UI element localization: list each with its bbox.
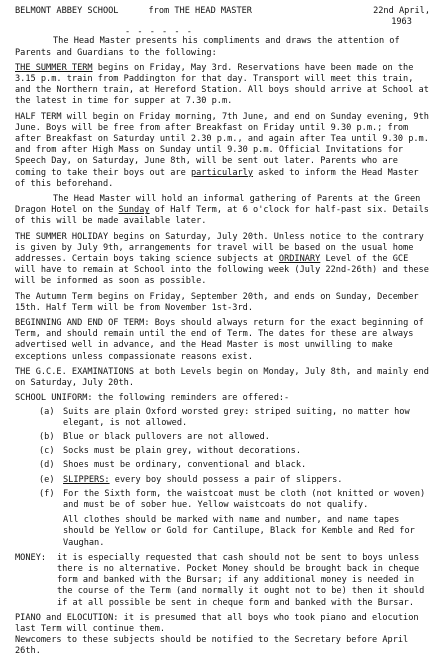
list-item-key: (b) — [39, 431, 55, 442]
informal-emphasis: Sunday — [118, 205, 150, 216]
newcomers-paragraph: Newcomers to these subjects should be notified to the Secretary before April 26th. — [15, 635, 409, 657]
list-item-text: Shoes must be ordinary, conventional and black. — [63, 460, 307, 471]
half-term-emphasis: particularly — [190, 167, 254, 178]
list-item — [15, 446, 430, 457]
uniform-heading: SCHOOL UNIFORM: the following reminders are offered:- — [15, 393, 290, 404]
list-item-key: (e) — [39, 474, 55, 485]
half-term-text: will begin on Friday morning, 7th June, and end on Sunday evening, 9th June. Boys will be free from after Breakfast on Friday until 9.30 p.m.; from after Breakfast on Saturday until 2.30 p.m., and again after Tea until 9.30 p.m. and from after High Mass on Sunday until 9.30 p.m. Official Invitations for Speech Day, on Saturday, June 8th, will be sent out later. Parents who are coming to take their boys out are — [15, 111, 429, 178]
money-text: it is especially requested that cash should not be sent to boys unless there is no alternative. Pocket Money should be brought back in cheque form and banked with the Bursar; if any additional money is needed in the course of the Term (and normally it ought not to be) then it should if at all possible be sent in cheque form and banked with the Bursar. — [57, 552, 425, 608]
list-item-text: Suits are plain Oxford worsted grey: striped suiting, no matter how elegant, is not allowed. — [63, 406, 410, 428]
list-item-key: (d) — [39, 460, 55, 471]
slippers-label: SLIPPERS: — [63, 474, 110, 485]
list-item-key: (f) — [39, 488, 55, 499]
summer-term-paragraph — [15, 63, 430, 108]
list-item-text: every boy should possess a pair of slippers. — [114, 474, 343, 485]
summer-holiday-emphasis: ORDINARY — [278, 254, 321, 265]
money-paragraph — [15, 553, 430, 609]
informal-text-end: of Half Term, at 6 o'clock for half-past six. Details of this will be made available later. — [15, 205, 429, 227]
half-term-label: HALF TERM — [15, 111, 62, 122]
list-item-text: Blue or black pullovers are not allowed. — [63, 431, 270, 442]
date-line: 22nd April, — [373, 6, 430, 16]
begin-end-text: Boys should always return for the exact beginning of Term, and should remain until the end of Term. The dates for these are always advertised well in advance, and the Head Master is most unwilling to make exceptions unless compassionate reasons exist. — [15, 318, 424, 362]
piano-text: it is presumed that all boys who took piano and elocution last Term will continue them. — [15, 612, 419, 634]
list-item — [15, 475, 430, 486]
half-term-paragraph — [15, 112, 430, 190]
summer-term-text: begins on Friday, May 3rd. Reservations have been made on the 3.15 p.m. train from Paddington for that day. Transport will meet this train, and the Northern train, at Hereford Station. All boys should arrive at School at the latest in time for supper at 7.30 p.m. — [15, 62, 429, 107]
summer-term-label: THE SUMMER TERM — [15, 62, 93, 73]
begin-end-paragraph — [15, 318, 430, 363]
autumn-term-paragraph: The Autumn Term begins on Friday, September 20th, and ends on Sunday, December 15th. Half Term will be from November 1st-3rd. — [15, 291, 419, 313]
intro-paragraph: The Head Master presents his compliments and draws the attention of Parents and Guardians to the following: — [15, 36, 400, 58]
list-item-key: (c) — [39, 446, 55, 457]
list-item-text: Socks must be plain grey, without decorations. — [63, 446, 301, 457]
uniform-list — [15, 407, 430, 512]
summer-holiday-text: begins on Saturday, July 20th. Unless notice to the contrary is given by July 9th, arrangements for travel will be based on the usual home addresses. Certain boys taking science subjects at — [15, 231, 424, 265]
uniform-note: All clothes should be marked with name and number, and name tapes should be Yellow or Gold for Cantilupe, Black for Kemble and Red for Vaughan. — [63, 515, 415, 548]
half-term-text-end: asked to inform the Head Master of this beforehand. — [15, 167, 419, 189]
list-item — [15, 460, 430, 471]
piano-label: PIANO and ELOCUTION: — [15, 612, 119, 623]
list-item-key: (a) — [39, 406, 55, 417]
money-label: MONEY: — [15, 552, 47, 563]
letter-header — [15, 6, 430, 28]
list-item-text: For the Sixth form, the waistcoat must be cloth (not knitted or woven) and must be of sober hue. Yellow waistcoats do not qualify. — [63, 488, 426, 510]
summer-holiday-paragraph — [15, 232, 430, 288]
date-year: 1963 — [391, 17, 412, 28]
gce-paragraph: THE G.C.E. EXAMINATIONS at both Levels begin on Monday, July 8th, and mainly end on Saturday, July 20th. — [15, 366, 429, 389]
list-item-text-wrap — [63, 475, 430, 486]
informal-text: The Head Master will hold an informal gathering of Parents at the Green Dragon Hotel on the — [15, 194, 421, 216]
piano-paragraph — [15, 613, 430, 635]
sender: from THE HEAD MASTER — [148, 6, 252, 16]
begin-end-label: BEGINNING AND END OF TERM: — [15, 318, 150, 329]
summer-holiday-text-end: Level of the GCE will have to remain at School into the following week (July 22nd-26th) and these will be informed as soon as possible. — [15, 254, 429, 287]
letter-date — [373, 6, 430, 28]
list-item — [15, 407, 430, 429]
header-rule: - - - - - - — [125, 27, 193, 38]
summer-holiday-label: THE SUMMER HOLIDAY — [15, 231, 109, 242]
school-name: BELMONT ABBEY SCHOOL — [15, 6, 119, 16]
list-item — [15, 432, 430, 443]
informal-gathering-paragraph — [15, 194, 430, 228]
list-item — [15, 489, 430, 511]
